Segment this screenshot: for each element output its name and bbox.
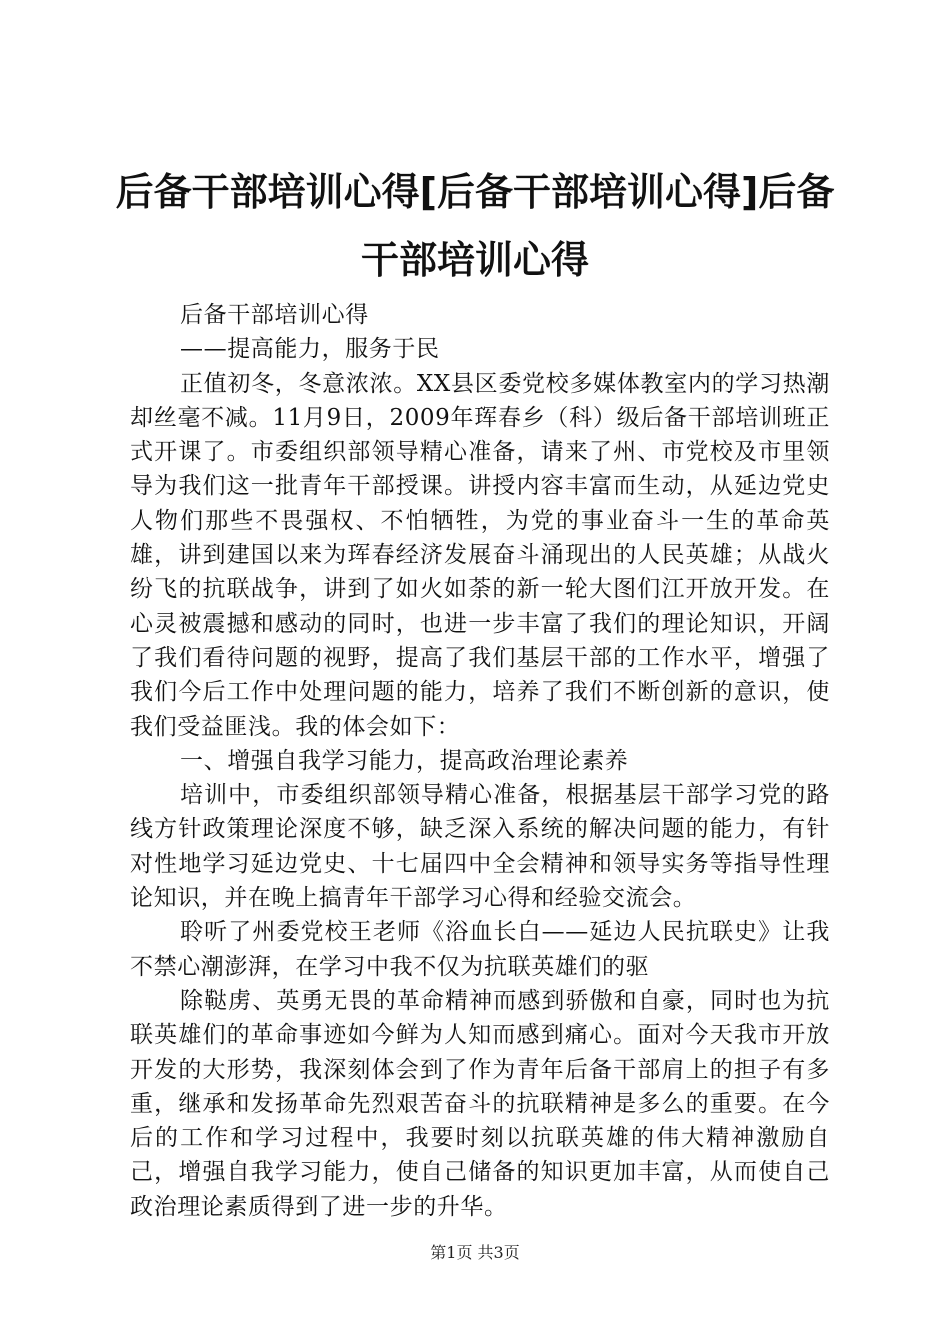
document-body bbox=[130, 298, 830, 1224]
paragraph-intro: 正值初冬，冬意浓浓。XX县区委党校多媒体教室内的学习热潮却丝毫不减。11月9日，2009年珲春乡（科）级后备干部培训班正式开课了。市委组织部领导精心准备，请来了州、市党校及市里领导为我们这一批青年干部授课。讲授内容丰富而生动，从延边党史人物们那些不畏强权、不怕牺牲，为党的事业奋斗一生的革命英雄，讲到建国以来为珲春经济发展奋斗涌现出的人民英雄；从战火纷飞的抗联战争，讲到了如火如荼的新一轮大图们江开放开发。在心灵被震撼和感动的同时，也进一步丰富了我们的理论知识，开阔了我们看待问题的视野，提高了我们基层干部的工作水平，增强了我们今后工作中处理问题的能力，培养了我们不断创新的意识，使我们受益匪浅。我的体会如下： bbox=[130, 370, 830, 740]
section-heading: 一、增强自我学习能力，提高政治理论素养 bbox=[180, 747, 629, 774]
paragraph-lecture: 聆听了州委党校王老师《浴血长白——延边人民抗联史》让我不禁心潮澎湃，在学习中我不仅为抗联英雄们的驱 bbox=[130, 919, 830, 980]
subtitle-slogan: ——提高能力，服务于民 bbox=[180, 336, 440, 363]
paragraph-reflection: 除鞑虏、英勇无畏的革命精神而感到骄傲和自豪，同时也为抗联英雄们的革命事迹如今鲜为人知而感到痛心。面对今天我市开放开发的大形势，我深刻体会到了作为青年后备干部肩上的担子有多重，继承和发扬革命先烈艰苦奋斗的抗联精神是多么的重要。在今后的工作和学习过程中，我要时刻以抗联英雄的伟大精神激励自己，增强自我学习能力，使自己储备的知识更加丰富，从而使自己政治理论素质得到了进一步的升华。 bbox=[130, 987, 830, 1220]
document-title: 后备干部培训心得[后备干部培训心得]后备干部培训心得 bbox=[115, 170, 835, 282]
paragraph-training: 培训中，市委组织部领导精心准备，根据基层干部学习党的路线方针政策理论深度不够，缺乏深入系统的解决问题的能力，有针对性地学习延边党史、十七届四中全会精神和领导实务等指导性理论知识，并在晚上搞青年干部学习心得和经验交流会。 bbox=[130, 782, 830, 912]
page-footer: 第1页 共3页 bbox=[430, 1243, 520, 1262]
subtitle-line: 后备干部培训心得 bbox=[180, 302, 369, 328]
